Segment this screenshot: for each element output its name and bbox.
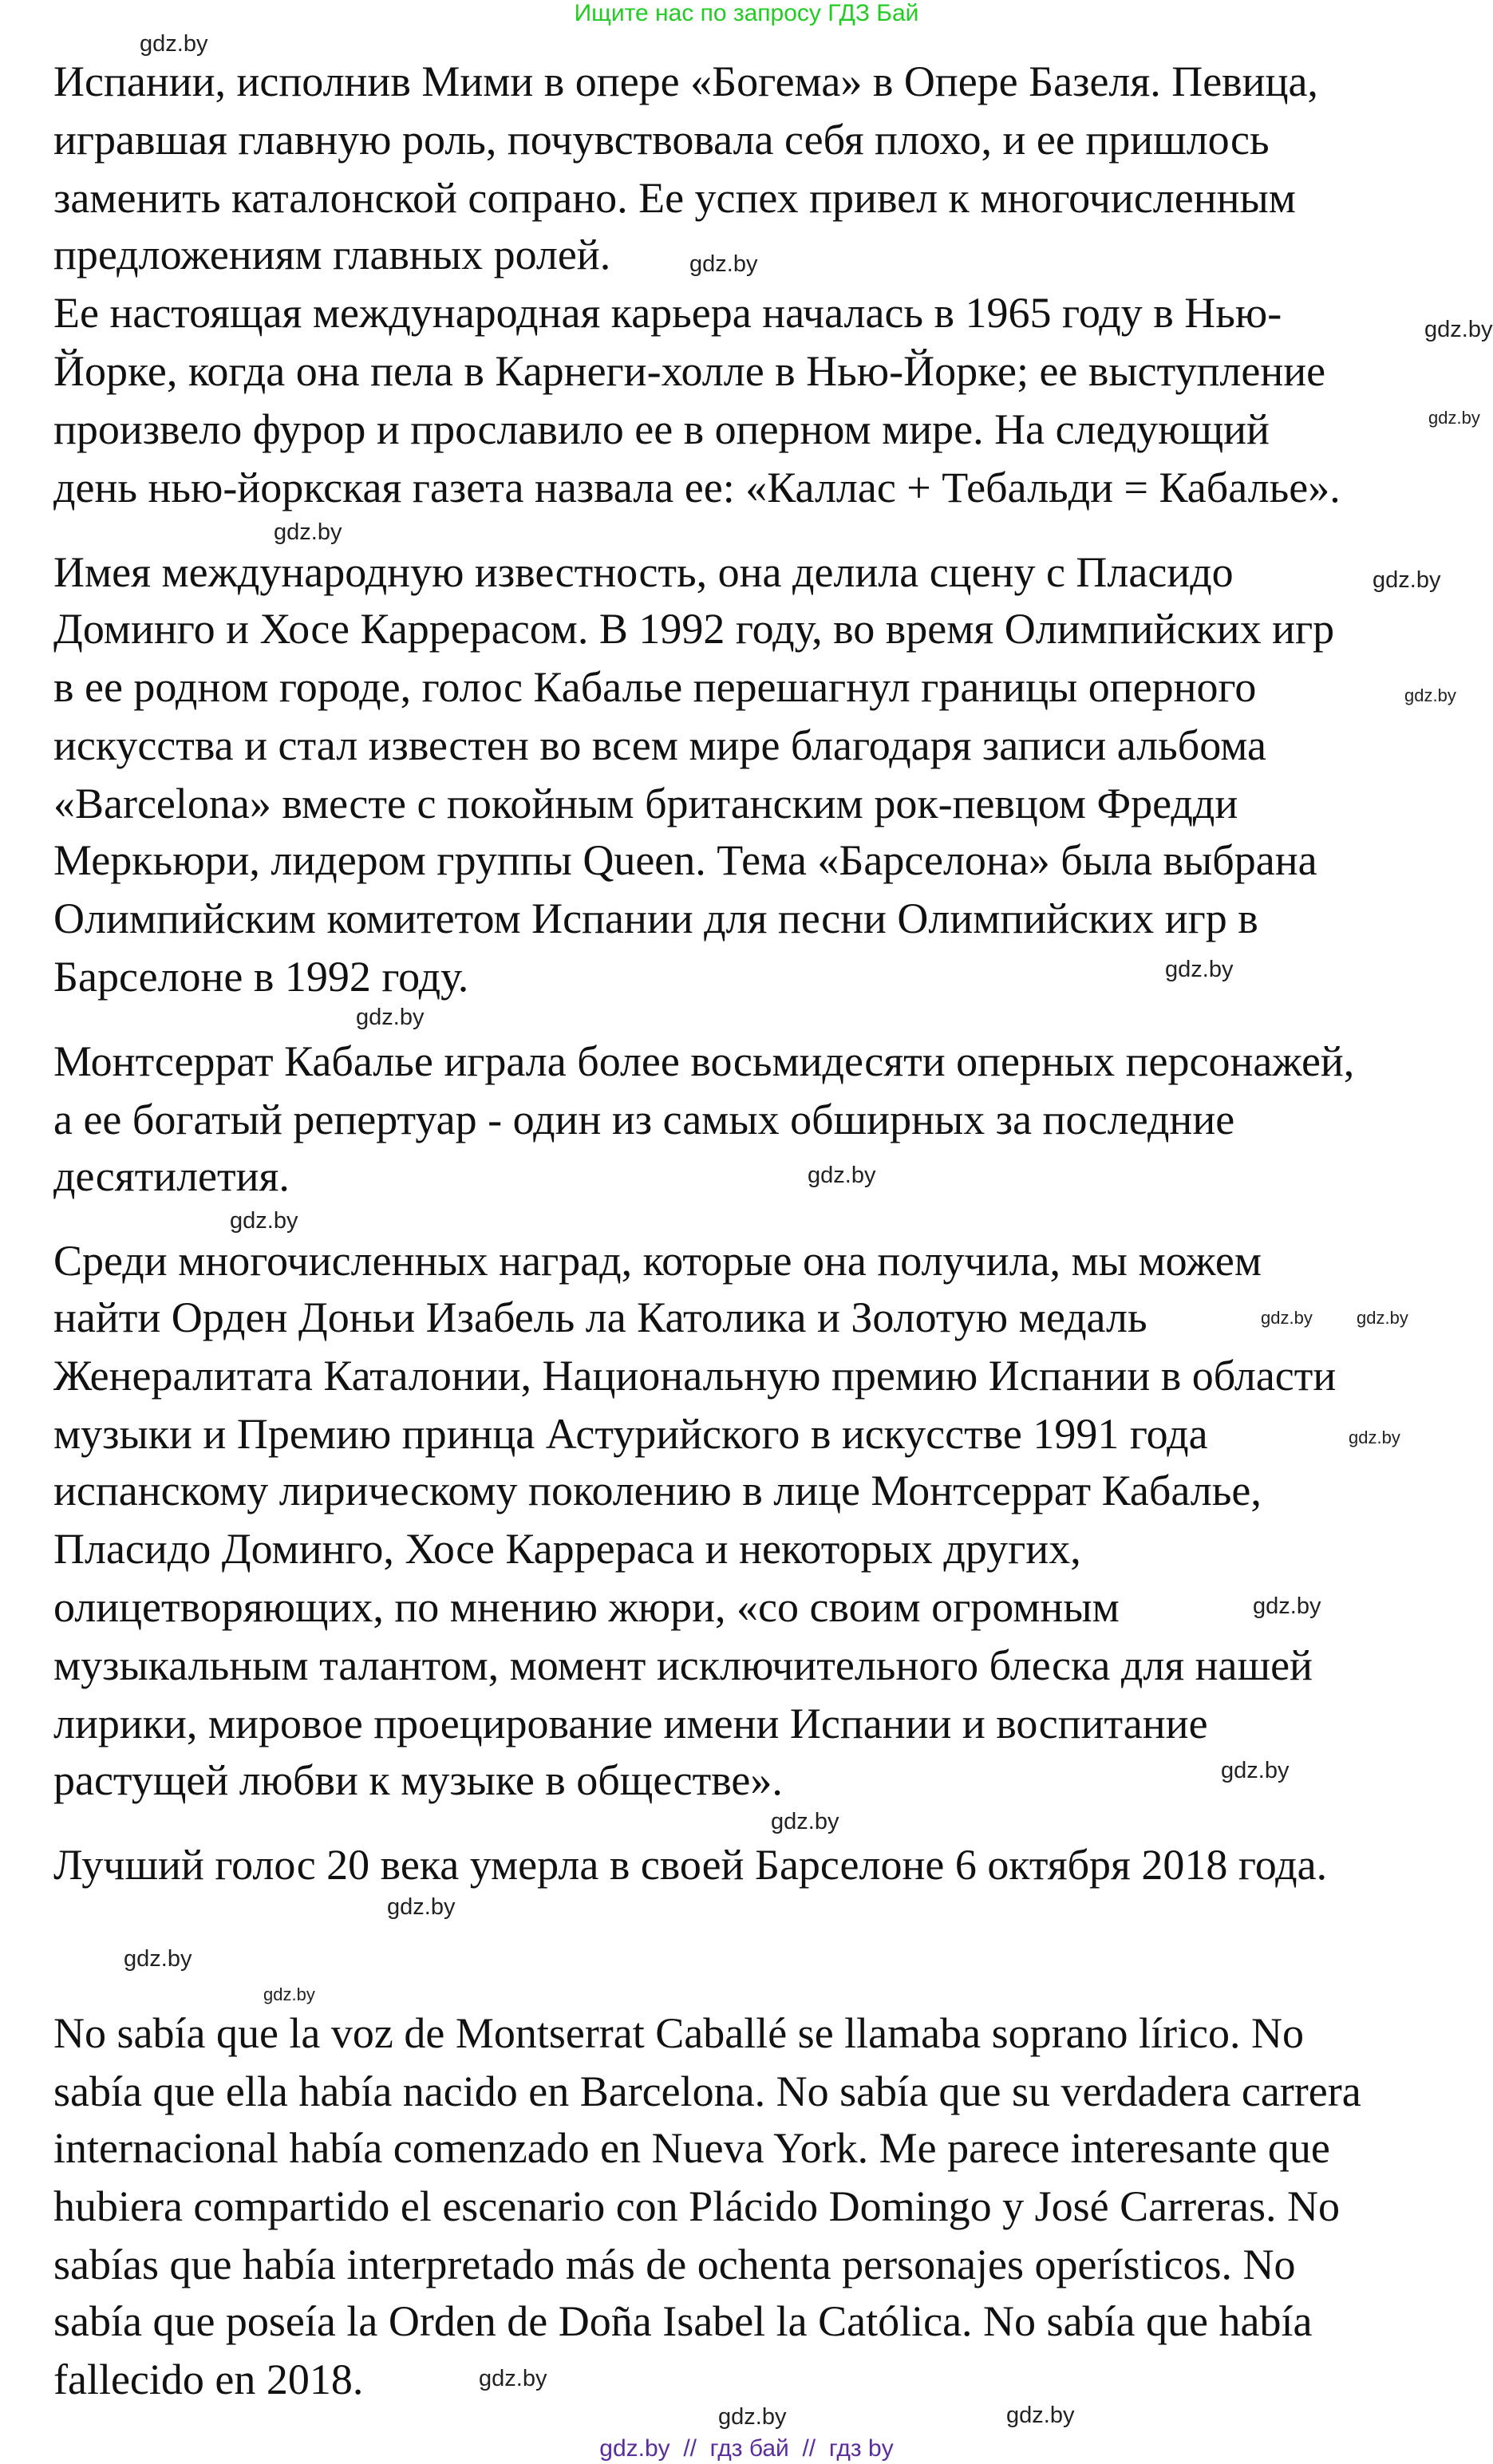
text-line: игравшая главную роль, почувствовала себя плохо, и ее пришлось xyxy=(53,116,1270,164)
watermark: gdz.by xyxy=(1349,1427,1400,1447)
text-line: Доминго и Хосе Каррерасом. В 1992 году, во время Олимпийских игр xyxy=(53,605,1335,653)
text-line: sabía que poseía la Orden de Doña Isabel la Católica. No sabía que había xyxy=(53,2297,1313,2345)
text-line: Лучший голос 20 века умерла в своей Барселоне 6 октября 2018 года. xyxy=(53,1841,1328,1889)
watermark: gdz.by xyxy=(387,1894,456,1920)
text-line: предложениям главных ролей. xyxy=(53,231,611,278)
watermark: gdz.by xyxy=(124,1946,192,1972)
text-line: Монтсеррат Кабалье играла более восьмидесяти оперных персонажей, xyxy=(53,1037,1355,1085)
text-line: Барселоне в 1992 году. xyxy=(53,953,469,1001)
text-line: Олимпийским комитетом Испании для песни Олимпийских игр в xyxy=(53,894,1258,942)
footer-banner: gdz.by // гдз бай // гдз by xyxy=(599,2435,894,2462)
watermark: gdz.by xyxy=(356,1005,425,1030)
text-line: Ее настоящая международная карьера началась в 1965 году в Нью- xyxy=(53,289,1282,337)
watermark: gdz.by xyxy=(808,1163,876,1188)
watermark: gdz.by xyxy=(230,1208,298,1234)
text-line: растущей любви к музыке в обществе». xyxy=(53,1756,783,1804)
watermark: gdz.by xyxy=(1221,1758,1290,1783)
watermark: gdz.by xyxy=(1428,408,1480,428)
text-line: музыкальным талантом, момент исключительного блеска для нашей xyxy=(53,1641,1313,1689)
header-banner: Ищите нас по запросу ГДЗ Бай xyxy=(574,0,919,26)
watermark: gdz.by xyxy=(1253,1593,1321,1619)
text-line: испанскому лирическому поколению в лице Монтсеррат Кабалье, xyxy=(53,1467,1262,1514)
text-line: Женералитата Каталонии, Национальную премию Испании в области xyxy=(53,1352,1337,1400)
text-line: лирики, мировое проецирование имени Испании и воспитание xyxy=(53,1700,1208,1747)
text-line: Пласидо Доминго, Хосе Каррераса и некоторых других, xyxy=(53,1525,1081,1573)
text-line: а ее богатый репертуар - один из самых обширных за последние xyxy=(53,1096,1235,1143)
text-line: день нью-йоркская газета назвала ее: «Каллас + Тебальди = Кабалье». xyxy=(53,464,1341,511)
watermark: gdz.by xyxy=(771,1809,839,1834)
watermark: gdz.by xyxy=(140,31,208,57)
text-line: Йорке, когда она пела в Карнеги-холле в Нью-Йорке; ее выступление xyxy=(53,347,1326,395)
text-line: искусства и стал известен во всем мире благодаря записи альбома xyxy=(53,721,1266,769)
watermark: gdz.by xyxy=(274,519,342,545)
text-line: олицетворяющих, по мнению жюри, «со своим огромным xyxy=(53,1583,1120,1631)
text-line: internacional había comenzado en Nueva York. Me parece interesante que xyxy=(53,2124,1330,2172)
text-line: sabía que ella había nacido en Barcelona. No sabía que su verdadera carrera xyxy=(53,2067,1361,2115)
text-line: fallecido en 2018. xyxy=(53,2355,364,2403)
watermark: gdz.by xyxy=(1357,1308,1408,1328)
watermark: gdz.by xyxy=(1006,2403,1075,2428)
watermark: gdz.by xyxy=(1404,685,1456,705)
text-line: заменить каталонской сопрано. Ее успех привел к многочисленным xyxy=(53,174,1296,222)
text-line: Испании, исполнив Мими в опере «Богема» в Опере Базеля. Певица, xyxy=(53,57,1318,105)
watermark: gdz.by xyxy=(1261,1308,1313,1328)
watermark: gdz.by xyxy=(1165,957,1234,982)
watermark: gdz.by xyxy=(1373,567,1441,593)
text-line: Имея международную известность, она делила сцену с Пласидо xyxy=(53,548,1234,596)
text-line: в ее родном городе, голос Кабалье перешагнул границы оперного xyxy=(53,663,1257,711)
text-line: hubiera compartido el escenario con Plácido Domingo y José Carreras. No xyxy=(53,2182,1341,2230)
watermark: gdz.by xyxy=(479,2366,547,2391)
watermark: gdz.by xyxy=(263,1984,315,2004)
text-line: «Barcelona» вместе с покойным британским рок-певцом Фредди xyxy=(53,780,1238,827)
watermark: gdz.by xyxy=(689,251,758,277)
text-line: Среди многочисленных наград, которые она получила, мы можем xyxy=(53,1237,1262,1285)
text-line: десятилетия. xyxy=(53,1152,290,1200)
text-line: произвело фурор и прославило ее в оперном мире. На следующий xyxy=(53,405,1270,453)
text-line: sabías que había interpretado más de ochenta personajes operísticos. No xyxy=(53,2241,1296,2288)
watermark: gdz.by xyxy=(718,2404,787,2430)
text-line: найти Орден Доньи Изабель ла Католика и Золотую медаль xyxy=(53,1293,1147,1341)
text-line: музыки и Премию принца Астурийского в искусстве 1991 года xyxy=(53,1410,1208,1458)
text-line: No sabía que la voz de Montserrat Caballé se llamaba soprano lírico. No xyxy=(53,2009,1305,2057)
watermark: gdz.by xyxy=(1424,317,1493,342)
text-line: Меркьюри, лидером группы Queen. Тема «Барселона» была выбрана xyxy=(53,836,1317,884)
